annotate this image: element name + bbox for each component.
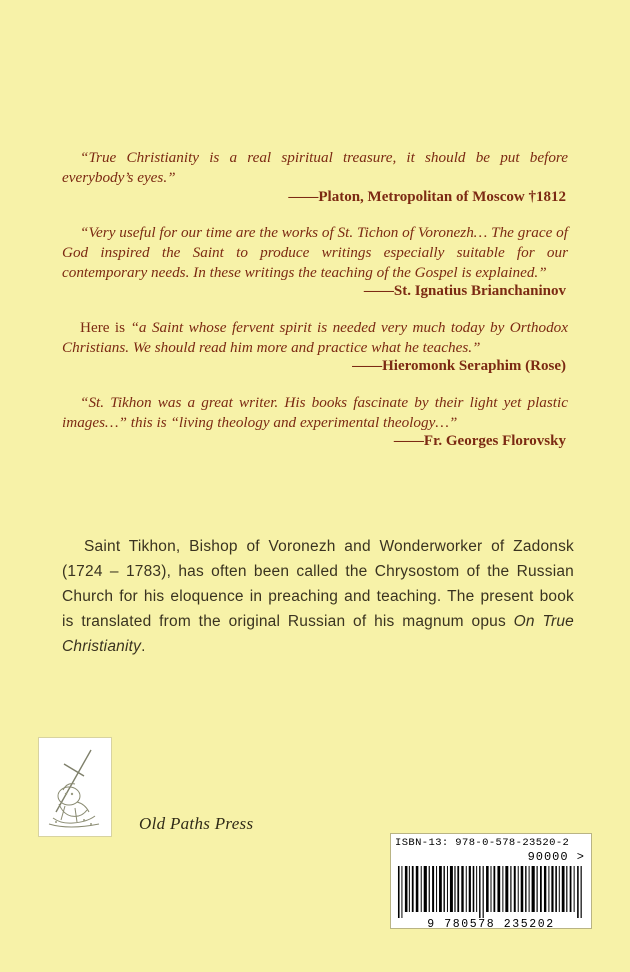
quote-text [62, 318, 568, 358]
barcode-bars [395, 866, 587, 918]
author-blurb [62, 534, 574, 660]
quote-body: “a Saint whose fervent spirit is needed very much today by Orthodox Christians. We should read him more and practice what he teaches.” [62, 318, 568, 356]
quote-block [62, 148, 568, 207]
quote-lead-in: Here is [80, 318, 131, 336]
quote-text: “Very useful for our time are the works of St. Tichon of Voronezh… The grace of God inspired the Saint to produce writings especially suitable for our contemporary needs. In these writings the teaching of the Gospel is explained.” [62, 224, 568, 281]
quote-attribution: ——Fr. Georges Florovsky [393, 433, 566, 450]
quote-block [62, 223, 568, 302]
ean-digits: 9 780578 235202 [427, 918, 555, 931]
publisher-name: Old Paths Press [139, 814, 254, 833]
cross-and-saint-engraving-icon [39, 738, 109, 834]
blurb-part2: . [141, 638, 146, 656]
price-code: 90000 > [527, 850, 585, 864]
blurb-part1: Saint Tikhon, Bishop of Voronezh and Wonderworker of Zadonsk (1724 – 1783), has often been called the Chrysostom of the Russian Church for his eloquence in preaching and teaching. The present book is translated from the original Russian of his magnum opus [62, 538, 574, 631]
quote-text: “True Christianity is a real spiritual treasure, it should be put before everybody’s eyes.” [62, 149, 568, 186]
quote-text: “St. Tikhon was a great writer. His books fascinate by their light yet plastic images…” this is “living theology and experimental theology…” [62, 393, 568, 431]
barcode-block [390, 833, 592, 929]
quote-attribution: ——St. Ignatius Brianchaninov [363, 283, 566, 300]
blurb-book-title: On True Christianity [62, 613, 574, 656]
quote-block [62, 393, 568, 452]
isbn-label: ISBN-13: 978-0-578-23520-2 [395, 837, 570, 849]
quote-attribution: ——Platon, Metropolitan of Moscow †1812 [288, 188, 566, 205]
quote-attribution: ——Hieromonk Seraphim (Rose) [352, 358, 566, 375]
publisher-logo [38, 737, 112, 837]
endorsement-quotes [62, 148, 568, 468]
quote-block [62, 318, 568, 377]
